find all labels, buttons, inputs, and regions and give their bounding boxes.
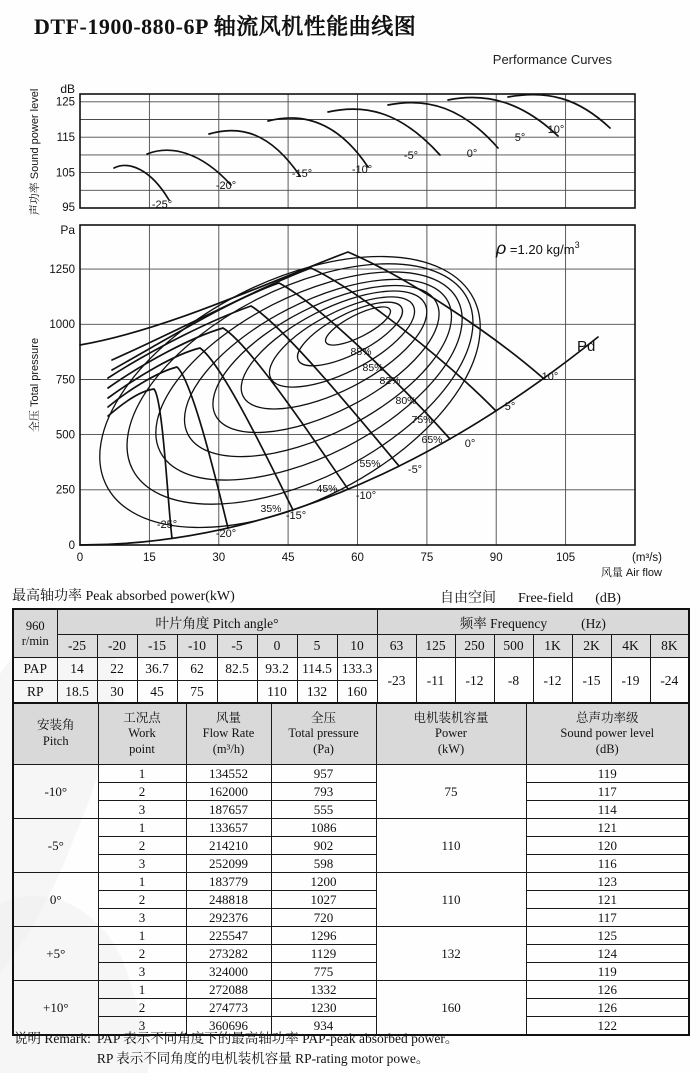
efficiency-label: 55% — [359, 458, 381, 470]
x-tick: 105 — [556, 552, 576, 564]
power-value: 132 — [376, 927, 526, 981]
rp-value: 30 — [97, 681, 137, 705]
work-point: 1 — [98, 819, 186, 837]
pap-value: 114.5 — [297, 658, 337, 681]
header-flow-rate: 风量 Flow Rate (m³/h) — [186, 703, 271, 765]
work-point: 2 — [98, 837, 186, 855]
x-axis-title: 风量 Air flow — [600, 567, 662, 579]
frequency-header — [377, 609, 689, 635]
rp-value: 18.5 — [57, 681, 97, 705]
freq-col: 1K — [533, 635, 572, 658]
freq-col: 500 — [494, 635, 533, 658]
efficiency-contour-35 — [57, 220, 524, 580]
flow-value: 360696 — [186, 1017, 271, 1036]
table-row — [13, 819, 689, 837]
curve-label: -10° — [355, 490, 377, 502]
y-tick: 125 — [55, 96, 75, 109]
flow-value: 162000 — [186, 783, 271, 801]
power-value: 75 — [376, 765, 526, 819]
pitch-angle-header: 叶片角度 Pitch angle° — [57, 609, 377, 635]
free-field-caption — [440, 587, 643, 607]
freq-col: 125 — [416, 635, 455, 658]
rp-value: 75 — [177, 681, 217, 705]
table-row — [13, 873, 689, 891]
freq-correction: -12 — [455, 658, 494, 705]
pressure-value: 793 — [271, 783, 376, 801]
pressure-value: 1230 — [271, 999, 376, 1017]
curve-label: 0° — [464, 438, 476, 450]
pitch-value: -10° — [13, 765, 98, 819]
flow-value: 324000 — [186, 963, 271, 981]
sound-curve--25 — [114, 166, 169, 200]
row-label-pap: PAP — [13, 658, 57, 681]
spl-value: 121 — [526, 891, 689, 909]
freq-correction: -8 — [494, 658, 533, 705]
speed-cell — [13, 609, 57, 658]
work-point: 1 — [98, 981, 186, 999]
header-pitch: 安装角 Pitch — [13, 703, 98, 765]
work-point: 3 — [98, 909, 186, 927]
frequency-header-text: 频率 Frequency — [459, 616, 548, 631]
spl-value: 119 — [526, 963, 689, 981]
frequency-unit: (Hz) — [581, 616, 606, 631]
pressure-value: 1129 — [271, 945, 376, 963]
efficiency-contour-65 — [158, 243, 478, 493]
freq-correction: -23 — [377, 658, 416, 705]
curve-label: -20° — [215, 180, 237, 192]
spl-value: 126 — [526, 981, 689, 999]
pitch-col: -20 — [97, 635, 137, 658]
speed-unit: r/min — [21, 633, 49, 648]
pap-value: 133.3 — [337, 658, 377, 681]
spl-value: 116 — [526, 855, 689, 873]
pd-label: Pd — [577, 338, 596, 355]
curve-label: -25° — [151, 199, 173, 211]
pressure-value: 775 — [271, 963, 376, 981]
freq-col: 8K — [650, 635, 689, 658]
flow-value: 274773 — [186, 999, 271, 1017]
work-point: 2 — [98, 891, 186, 909]
curve-label: -5° — [403, 150, 419, 162]
pitch-value: 0° — [13, 873, 98, 927]
y-tick: 105 — [55, 167, 75, 180]
spl-value: 125 — [526, 927, 689, 945]
y-tick: 0 — [68, 540, 75, 552]
work-point: 2 — [98, 783, 186, 801]
flow-value: 214210 — [186, 837, 271, 855]
rp-value: 45 — [137, 681, 177, 705]
speed-value: 960 — [25, 618, 45, 633]
page-title: DTF-1900-880-6P 轴流风机性能曲线图 — [34, 14, 417, 39]
spl-value: 120 — [526, 837, 689, 855]
density-annotation: ρ =1.20 $kg/m^3$ — [496, 238, 580, 258]
y-tick: 95 — [62, 202, 75, 214]
y-unit-label: dB — [60, 84, 75, 96]
pitch-col: 5 — [297, 635, 337, 658]
pitch-col: -25 — [57, 635, 97, 658]
pap-value: 14 — [57, 658, 97, 681]
curve-label: 5° — [514, 132, 526, 144]
freq-correction: -15 — [572, 658, 611, 705]
pressure-value: 902 — [271, 837, 376, 855]
pitch-col: -10 — [177, 635, 217, 658]
pap-value: 93.2 — [257, 658, 297, 681]
header-sound-power-level: 总声功率级 Sound power level (dB) — [526, 703, 689, 765]
work-point: 3 — [98, 801, 186, 819]
curve-label: 5° — [504, 401, 516, 413]
efficiency-label: 65% — [421, 434, 443, 446]
sound-curve-5 — [448, 98, 558, 136]
x-tick: 45 — [281, 552, 295, 564]
table-row — [13, 927, 689, 945]
remark-lines — [97, 1029, 459, 1068]
pitch-value: +10° — [13, 981, 98, 1036]
pressure-value: 1332 — [271, 981, 376, 999]
spl-value: 124 — [526, 945, 689, 963]
y-tick: 1250 — [49, 264, 75, 276]
efficiency-label: 75% — [411, 414, 433, 426]
pressure-curve-0 — [112, 283, 450, 439]
power-value: 160 — [376, 981, 526, 1036]
flow-value: 292376 — [186, 909, 271, 927]
curve-label: -5° — [407, 464, 423, 476]
flow-value: 252099 — [186, 855, 271, 873]
header-work-point: 工况点 Work point — [98, 703, 186, 765]
efficiency-label: 82% — [379, 375, 401, 387]
x-tick: 0 — [76, 552, 84, 564]
freq-col: 4K — [611, 635, 650, 658]
curve-label: -20° — [215, 528, 237, 540]
y-axis-title: 声功率 Sound power level — [29, 88, 41, 216]
table-row — [13, 891, 689, 909]
curve-label: -25° — [156, 519, 178, 531]
table-row — [13, 837, 689, 855]
efficiency-label: 35% — [260, 503, 282, 515]
spl-value: 114 — [526, 801, 689, 819]
row-label-rp: RP — [13, 681, 57, 705]
x-tick: 75 — [420, 552, 434, 564]
x-tick: 30 — [212, 552, 226, 564]
pitch-col: -5 — [217, 635, 257, 658]
power-value: 110 — [376, 819, 526, 873]
flow-value: 133657 — [186, 819, 271, 837]
remark-line-2: RP 表示不同角度的电机装机容量 RP-rating motor powe。 — [96, 1050, 430, 1066]
grid-vertical — [149, 94, 565, 208]
y-tick: 750 — [55, 374, 75, 387]
y-unit-label: Pa — [60, 223, 75, 237]
work-point: 1 — [98, 927, 186, 945]
sound-power-chart — [28, 84, 650, 220]
sound-curve--5 — [328, 109, 440, 155]
efficiency-contour-88 — [321, 300, 395, 352]
spl-value: 122 — [526, 1017, 689, 1036]
rho-symbol: ρ — [496, 238, 507, 258]
free-field-cn: 自由空间 — [440, 591, 496, 606]
pressure-value: 555 — [271, 801, 376, 819]
table-row — [13, 765, 689, 783]
pressure-value: 957 — [271, 765, 376, 783]
efficiency-contour-82 — [257, 279, 427, 405]
spl-value: 117 — [526, 783, 689, 801]
freq-col: 2K — [572, 635, 611, 658]
table-row — [13, 981, 689, 999]
freq-col: 250 — [455, 635, 494, 658]
work-point: 2 — [98, 999, 186, 1017]
flow-value: 273282 — [186, 945, 271, 963]
spl-value: 121 — [526, 819, 689, 837]
table-row — [13, 945, 689, 963]
dynamic-pressure-curve — [80, 337, 598, 545]
work-point: 3 — [98, 855, 186, 873]
pressure-value: 720 — [271, 909, 376, 927]
pressure-value: 1200 — [271, 873, 376, 891]
pressure-value: 1086 — [271, 819, 376, 837]
pitch-value: +5° — [13, 927, 98, 981]
table-row — [13, 855, 689, 873]
sound-curve--10 — [268, 118, 368, 167]
pressure-value: 1296 — [271, 927, 376, 945]
pitch-col: 0 — [257, 635, 297, 658]
remark-note — [14, 1029, 458, 1068]
flow-value: 225547 — [186, 927, 271, 945]
pressure-flow-chart — [28, 220, 673, 580]
efficiency-label: 45% — [316, 483, 338, 495]
y-tick: 500 — [55, 429, 75, 442]
flow-value: 248818 — [186, 891, 271, 909]
remark-prefix: 说明 Remark: — [14, 1031, 91, 1046]
work-point: 2 — [98, 945, 186, 963]
work-point: 3 — [98, 963, 186, 981]
x-tick: 15 — [143, 552, 156, 564]
flow-value: 134552 — [186, 765, 271, 783]
header-total-pressure: 全压 Total pressure (Pa) — [271, 703, 376, 765]
table-row — [13, 783, 689, 801]
operating-points-table — [12, 702, 690, 1036]
pap-value: 82.5 — [217, 658, 257, 681]
y-tick: 1000 — [49, 319, 75, 331]
subtitle-performance-curves: Performance Curves — [492, 52, 612, 67]
pressure-value: 1027 — [271, 891, 376, 909]
rp-value — [217, 681, 257, 705]
efficiency-contours — [57, 220, 524, 580]
x-tick: 90 — [489, 552, 503, 564]
curve-label: -10° — [351, 164, 373, 176]
efficiency-label: 80% — [395, 395, 417, 407]
y-tick: 250 — [55, 484, 75, 497]
pap-value: 36.7 — [137, 658, 177, 681]
pitch-value: -5° — [13, 819, 98, 873]
table-row — [13, 909, 689, 927]
spl-value: 117 — [526, 909, 689, 927]
pressure-value: 598 — [271, 855, 376, 873]
freq-correction: -19 — [611, 658, 650, 705]
table-row — [13, 963, 689, 981]
flow-value: 187657 — [186, 801, 271, 819]
y-tick: 115 — [56, 132, 75, 144]
spl-value: 126 — [526, 999, 689, 1017]
sound-chart-axis-labels — [28, 84, 75, 215]
x-tick: 60 — [351, 552, 364, 564]
spl-value: 123 — [526, 873, 689, 891]
pap-value: 62 — [177, 658, 217, 681]
pitch-col: 10 — [337, 635, 377, 658]
x-unit-label: (m³/s) — [631, 552, 662, 564]
curve-label: -15° — [285, 510, 307, 522]
flow-value: 183779 — [186, 873, 271, 891]
spl-value: 119 — [526, 765, 689, 783]
efficiency-label: 85% — [362, 362, 384, 374]
freq-col: 63 — [377, 635, 416, 658]
rp-value: 160 — [337, 681, 377, 705]
work-point: 1 — [98, 873, 186, 891]
sound-power-curves — [114, 95, 610, 200]
pressure-curve-5 — [112, 268, 496, 411]
table-row — [13, 801, 689, 819]
header-power: 电机装机容量 Power (kW) — [376, 703, 526, 765]
efficiency-label: 88% — [350, 346, 372, 358]
freq-correction: -11 — [416, 658, 455, 705]
peak-power-frequency-table — [12, 608, 690, 705]
rp-value: 110 — [257, 681, 297, 705]
power-value: 110 — [376, 873, 526, 927]
work-point: 3 — [98, 1017, 186, 1036]
freq-correction: -12 — [533, 658, 572, 705]
curve-label: 0° — [466, 148, 478, 160]
free-field-en: Free-field — [518, 591, 574, 606]
pressure-value: 934 — [271, 1017, 376, 1036]
y-axis-title: 全压 Total pressure — [29, 337, 41, 433]
curve-label: -15° — [291, 168, 313, 180]
efficiency-contour-75 — [191, 255, 460, 462]
work-point: 1 — [98, 765, 186, 783]
table-row — [13, 999, 689, 1017]
peak-power-caption: 最高轴功率 Peak absorbed power(kW) — [12, 589, 235, 604]
pitch-col: -15 — [137, 635, 177, 658]
flow-value: 272088 — [186, 981, 271, 999]
rp-value: 132 — [297, 681, 337, 705]
curve-label: 10° — [541, 371, 559, 383]
pap-value: 22 — [97, 658, 137, 681]
free-field-unit: (dB) — [595, 591, 621, 606]
freq-correction: -24 — [650, 658, 689, 705]
remark-line-1: PAP 表示不同角度下的最高轴功率 PAP-peak absorbed power。 — [96, 1031, 459, 1046]
curve-label: 10° — [547, 124, 565, 136]
